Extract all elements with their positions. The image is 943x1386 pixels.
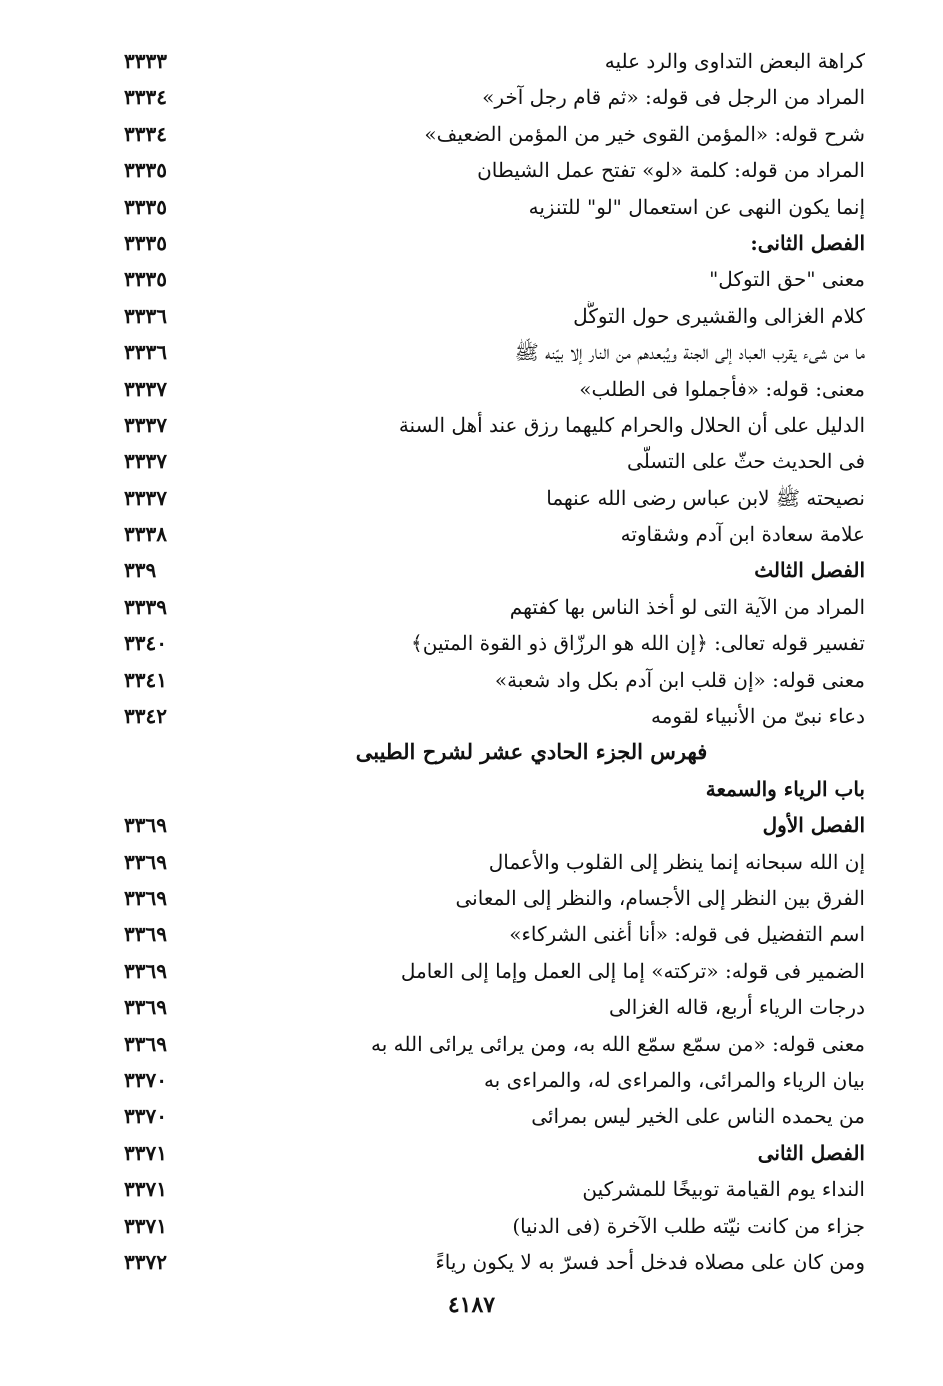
- section-title: [0, 735, 943, 771]
- entry-page-number: ٣٣٣٥: [124, 158, 167, 183]
- entry-text: نصيحته ﷺ لابن عباس رضى الله عنهما: [546, 485, 865, 510]
- index-entry-row: [0, 699, 943, 735]
- entry-text: تفسير قوله تعالى: ﴿إن الله هو الرزّاق ذو القوة المتين﴾: [411, 631, 865, 656]
- entry-text: معنى قوله: «من سمّع سمّع الله به، ومن يرائى يرائى الله به: [371, 1031, 865, 1056]
- index-entry-row: [0, 117, 943, 153]
- entry-text: جزاء من كانت نيّته طلب الآخرة (فى الدنيا): [512, 1213, 865, 1238]
- entry-text: كلام الغزالى والقشيرى حول التوكُّل: [573, 303, 865, 328]
- index-entries: [0, 44, 943, 1281]
- heading-text: باب الرياء والسمعة: [705, 776, 865, 801]
- entry-page-number: ٣٣٦٩: [124, 995, 167, 1020]
- entry-page-number: ٣٣٣٤: [124, 85, 167, 110]
- entry-page-number: ٣٣٦٩: [124, 922, 167, 947]
- entry-text: شرح قوله: «المؤمن القوى خير من المؤمن الضعيف»: [424, 121, 865, 146]
- entry-page-number: ٣٣٣٨: [124, 522, 167, 547]
- index-entry-row: [0, 153, 943, 189]
- entry-page-number: ٣٣٣٦: [124, 303, 167, 328]
- entry-text: اسم التفضيل فى قوله: «أنا أغنى الشركاء»: [509, 922, 865, 947]
- entry-page-number: ٣٣٣٦: [124, 340, 167, 365]
- index-entry-row: [0, 299, 943, 335]
- entry-text: علامة سعادة ابن آدم وشقاوته: [620, 522, 865, 547]
- entry-text: فى الحديث حثّ على التسلّى: [627, 449, 865, 474]
- page-number: ٤١٨٧: [447, 1292, 496, 1318]
- entry-page-number: ٣٣٧٠: [124, 1104, 167, 1129]
- entry-text: الضمير فى قوله: «تركته» إما إلى العمل وإما إلى العامل: [400, 958, 865, 983]
- index-entry-row: [0, 372, 943, 408]
- index-entry-row: [0, 626, 943, 662]
- entry-text: بيان الرياء والمرائى، والمراءى له، والمراءى به: [483, 1067, 865, 1092]
- index-heading-row: [0, 226, 943, 262]
- entry-page-number: ٣٣٣٧: [124, 412, 167, 437]
- entry-page-number: ٣٣٣٧: [124, 485, 167, 510]
- index-entry-row: [0, 881, 943, 917]
- entry-page-number: ٣٣٤١: [124, 667, 167, 692]
- entry-page-number: ٣٣٣٣: [124, 49, 167, 73]
- index-entry-row: [0, 408, 943, 444]
- index-entry-row: [0, 1027, 943, 1063]
- entry-page-number: ٣٣٩: [124, 558, 157, 583]
- entry-text: المراد من الآية التى لو أخذ الناس بها كفتهم: [509, 594, 865, 619]
- entry-page-number: ٣٣٦٩: [124, 885, 167, 910]
- entry-page-number: ٣٣٣٥: [124, 194, 167, 219]
- index-entry-row: [0, 954, 943, 990]
- entry-text: النداء يوم القيامة توبيخًا للمشركين: [582, 1177, 865, 1202]
- index-entry-row: [0, 80, 943, 116]
- entry-page-number: ٣٣٣٥: [124, 267, 167, 292]
- entry-text: المراد من قوله: كلمة «لو» تفتح عمل الشيطان: [477, 158, 865, 183]
- index-heading-row: [0, 1136, 943, 1172]
- heading-text: الفصل الثالث: [754, 558, 865, 583]
- index-entry-row: [0, 190, 943, 226]
- entry-page-number: ٣٣٣٩: [124, 594, 167, 619]
- heading-text: فهرس الجزء الحادي عشر لشرح الطيبى: [355, 739, 708, 765]
- index-heading-row: [0, 553, 943, 589]
- index-entry-row: [0, 1099, 943, 1135]
- index-entry-row: [0, 44, 943, 80]
- index-entry-row: [0, 1172, 943, 1208]
- entry-page-number: ٣٣٧٢: [124, 1249, 167, 1274]
- entry-text: معنى "حق التوكل": [709, 267, 865, 292]
- entry-page-number: ٣٣٤٢: [124, 704, 167, 729]
- index-entry-row: [0, 845, 943, 881]
- entry-text: إن الله سبحانه إنما ينظر إلى القلوب والأعمال: [488, 849, 865, 874]
- entry-page-number: ٣٣٧٠: [124, 1067, 167, 1092]
- entry-text: كراهة البعض التداوى والرد عليه: [604, 49, 865, 73]
- index-heading-row: [0, 808, 943, 844]
- entry-text: من يحمده الناس على الخير ليس بمرائى: [531, 1104, 865, 1129]
- index-entry-row: [0, 335, 943, 371]
- entry-text: ومن كان على مصلاه فدخل أحد فسرّ به لا يكون رياءً: [435, 1249, 865, 1274]
- entry-text: درجات الرياء أربع، قاله الغزالى: [608, 995, 865, 1020]
- index-entry-row: [0, 444, 943, 480]
- entry-page-number: ٣٣٣٤: [124, 121, 167, 146]
- entry-page-number: ٣٣٧١: [124, 1213, 167, 1238]
- index-entry-row: [0, 917, 943, 953]
- entry-page-number: ٣٣٣٥: [124, 230, 167, 255]
- entry-page-number: ٣٣٦٩: [124, 849, 167, 874]
- entry-page-number: ٣٣٣٧: [124, 449, 167, 474]
- index-entry-row: [0, 663, 943, 699]
- entry-text: معنى: قوله: «فأجملوا فى الطلب»: [579, 376, 865, 401]
- entry-text: المراد من الرجل فى قوله: «ثم قام رجل آخر»: [482, 85, 865, 110]
- entry-text: الفرق بين النظر إلى الأجسام، والنظر إلى المعانى: [455, 885, 865, 910]
- index-entry-row: [0, 990, 943, 1026]
- index-entry-row: [0, 1063, 943, 1099]
- index-entry-row: [0, 262, 943, 298]
- entry-page-number: ٣٣٦٩: [124, 1031, 167, 1056]
- heading-text: الفصل الثانى: [757, 1140, 865, 1165]
- index-heading-row: [0, 772, 943, 808]
- entry-page-number: ٣٣٧١: [124, 1140, 167, 1165]
- entry-text: الدليل على أن الحلال والحرام كليهما رزق عند أهل السنة: [398, 412, 865, 437]
- entry-text: معنى قوله: «إن قلب ابن آدم بكل واد شعبة»: [494, 667, 865, 692]
- entry-text: إنما يكون النهى عن استعمال "لو" للتنزيه: [528, 194, 865, 219]
- index-entry-row: [0, 590, 943, 626]
- entry-text: دعاء نبىّ من الأنبياء لقومه: [650, 704, 865, 729]
- entry-text: ما من شىء يقرب العباد إلى الجنة ويُبعدهم من النار إلا بيّنه ﷺ: [514, 340, 865, 365]
- entry-page-number: ٣٣٦٩: [124, 958, 167, 983]
- entry-page-number: ٣٣٧١: [124, 1177, 167, 1202]
- index-entry-row: [0, 517, 943, 553]
- heading-text: الفصل الثانى:: [750, 230, 865, 255]
- heading-text: الفصل الأول: [762, 813, 865, 838]
- index-entry-row: [0, 481, 943, 517]
- entry-page-number: ٣٣٤٠: [124, 631, 167, 656]
- entry-page-number: ٣٣٣٧: [124, 376, 167, 401]
- entry-page-number: ٣٣٦٩: [124, 813, 167, 838]
- index-entry-row: [0, 1209, 943, 1245]
- index-entry-row: [0, 1245, 943, 1281]
